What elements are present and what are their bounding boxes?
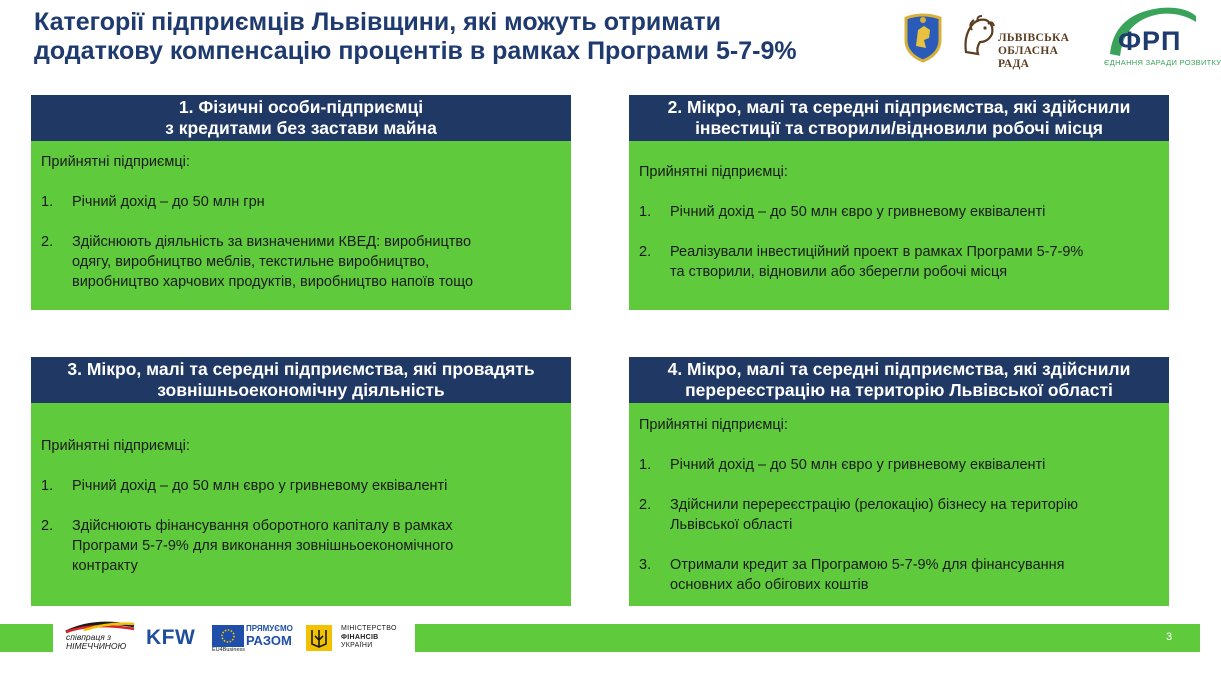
card-header xyxy=(31,95,571,141)
card-body xyxy=(629,403,1169,606)
list-item-text: Програми 5-7-9% для виконання зовнішньоекономічного xyxy=(72,538,454,554)
list-item-number: 1. xyxy=(41,478,54,494)
list-item-text: Здійснили перереєстрацію (релокацію) бізнесу на територію xyxy=(670,497,1078,513)
card-header xyxy=(31,357,571,403)
list-item xyxy=(41,192,561,212)
ministry-trident-icon xyxy=(305,624,333,652)
germany-coop-logo xyxy=(66,633,126,651)
card-body xyxy=(629,141,1169,310)
page-number: 3 xyxy=(1166,631,1173,643)
list-item-number: 2. xyxy=(639,244,652,260)
list-item-text: Річний дохід – до 50 млн євро у гривневому еквіваленті xyxy=(72,478,448,494)
list-item xyxy=(639,455,1159,475)
germany-coop-line-2: НІМЕЧЧИНОЮ xyxy=(66,641,127,651)
card-header-line-2: з кредитами без застави майна xyxy=(165,117,437,138)
list-item-text: Річний дохід – до 50 млн євро у гривневому еквіваленті xyxy=(670,457,1046,473)
card-header-line-1: 4. Мікро, малі та середні підприємства, які здійснили xyxy=(667,358,1131,379)
eu-line-1: ПРЯМУЄМО xyxy=(246,624,293,633)
card-category-4 xyxy=(629,357,1169,606)
list-item-number: 2. xyxy=(41,518,54,534)
list-item-text: Реалізували інвестиційний проект в рамках Програми 5-7-9% xyxy=(670,244,1084,260)
list-item xyxy=(639,495,1159,535)
list-item-number: 2. xyxy=(41,234,54,250)
list-item-number: 2. xyxy=(639,497,652,513)
list-item-text: одягу, виробництво меблів, текстильне виробництво, xyxy=(72,254,430,270)
card-category-1 xyxy=(31,95,571,310)
lviv-coat-of-arms-icon xyxy=(902,12,944,62)
card-body xyxy=(31,403,571,606)
card-header xyxy=(629,357,1169,403)
list-item xyxy=(41,232,561,292)
card-header-line-2: перереєстрацію на територію Львівської області xyxy=(685,379,1113,400)
list-item xyxy=(41,516,561,576)
kfw-logo: KFW xyxy=(146,626,196,649)
list-item-text: Здійснюють діяльність за визначеними КВЕД: виробництво xyxy=(72,234,472,250)
frp-logo: ФРП xyxy=(1118,26,1182,56)
card-lead: Прийнятні підприємці: xyxy=(41,154,190,170)
eu-line-3: EU4Business xyxy=(212,647,246,653)
list-item-number: 3. xyxy=(639,557,652,573)
list-item xyxy=(639,202,1159,222)
oblast-council-logo-text xyxy=(998,32,1078,71)
frp-tagline: ЄДНАННЯ ЗАРАДИ РОЗВИТКУ xyxy=(1104,58,1221,67)
ministry-of-finance-logo xyxy=(341,625,397,651)
eu4business-logo xyxy=(246,624,293,647)
list-item-text: виробництво харчових продуктів, виробництво напоїв тощо xyxy=(72,274,474,290)
card-body xyxy=(31,141,571,310)
slide-title-line-2: додаткову компенсацію процентів в рамках Програми 5-7-9% xyxy=(34,37,797,65)
list-item xyxy=(639,555,1159,595)
list-item-number: 1. xyxy=(41,194,54,210)
eu-line-2: РАЗОМ xyxy=(246,633,292,648)
lion-emblem-icon xyxy=(958,12,998,58)
list-item-text: Річний дохід – до 50 млн євро у гривневому еквіваленті xyxy=(670,204,1046,220)
card-header-line-2: інвестиції та створили/відновили робочі місця xyxy=(695,117,1103,138)
list-item-text: Здійснюють фінансування оборотного капіталу в рамках xyxy=(72,518,453,534)
list-item-text: основних або обігових коштів xyxy=(670,577,869,593)
list-item xyxy=(639,242,1159,282)
slide-title-line-1: Категорії підприємців Львівщини, які можуть отримати xyxy=(34,8,721,36)
card-category-2 xyxy=(629,95,1169,310)
list-item-text: Львівської області xyxy=(670,517,793,533)
list-item-text: Отримали кредит за Програмою 5-7-9% для фінансування xyxy=(670,557,1065,573)
card-lead: Прийнятні підприємці: xyxy=(639,417,788,433)
card-lead: Прийнятні підприємці: xyxy=(41,438,190,454)
card-header-line-1: 1. Фізичні особи-підприємці xyxy=(178,96,424,117)
list-item-text: контракту xyxy=(72,558,138,574)
card-header-line-1: 2. Мікро, малі та середні підприємства, які здійснили xyxy=(667,96,1131,117)
card-header-line-2: зовнішньоекономічну діяльність xyxy=(157,379,445,400)
slide-title xyxy=(34,8,854,66)
germany-coop-line-1: співпраця з xyxy=(66,632,112,642)
card-lead: Прийнятні підприємці: xyxy=(639,164,788,180)
card-header-line-1: 3. Мікро, малі та середні підприємства, які провадять xyxy=(67,358,535,379)
card-header xyxy=(629,95,1169,141)
card-category-3 xyxy=(31,357,571,606)
list-item xyxy=(41,476,561,496)
list-item-text: та створили, відновили або зберегли робочі місця xyxy=(670,264,1008,280)
list-item-number: 1. xyxy=(639,457,652,473)
eu-flag-icon xyxy=(212,625,244,647)
oblast-council-line-2: ОБЛАСНА РАДА xyxy=(998,45,1059,70)
ministry-line-2: ФІНАНСІВ xyxy=(341,633,379,641)
ministry-line-3: УКРАЇНИ xyxy=(341,642,373,649)
list-item-number: 1. xyxy=(639,204,652,220)
oblast-council-line-1: ЛЬВІВСЬКА xyxy=(998,32,1070,44)
list-item-text: Річний дохід – до 50 млн грн xyxy=(72,194,265,210)
ministry-line-1: МІНІСТЕРСТВО xyxy=(341,625,397,632)
